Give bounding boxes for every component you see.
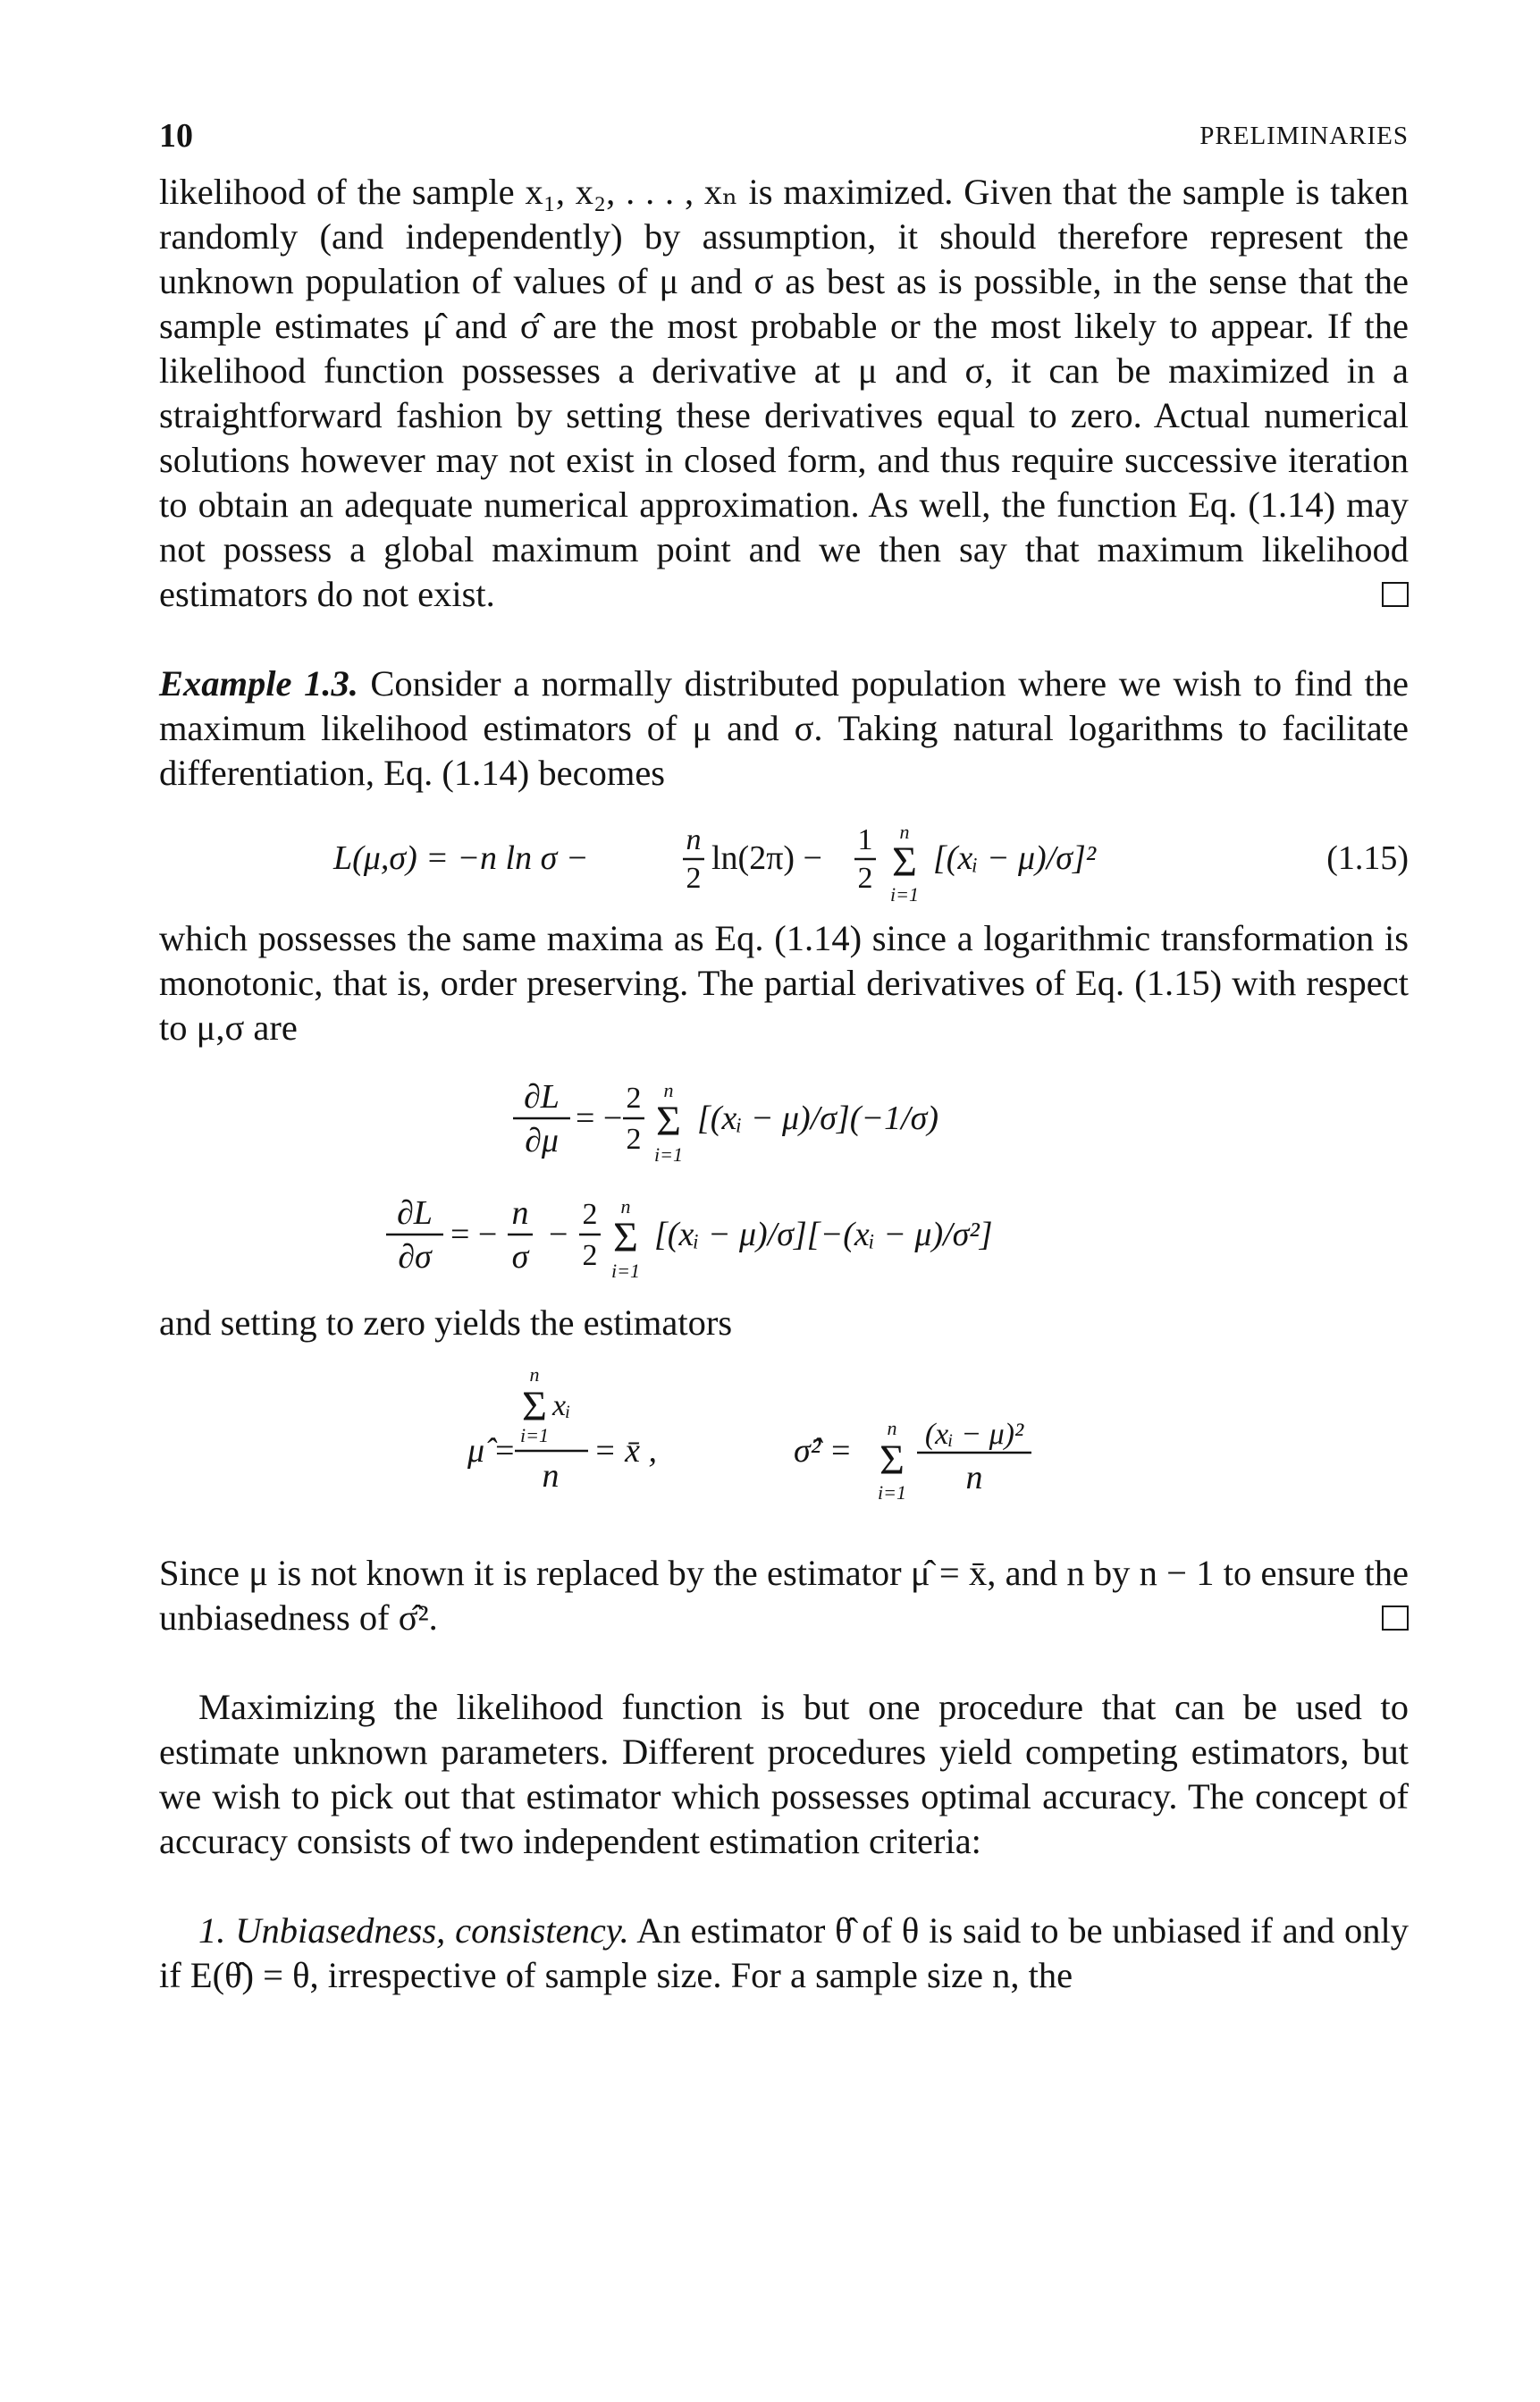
criterion-item-1 [159, 1909, 1409, 1998]
dsigma-tail: [(xᵢ − μ)/σ][−(xᵢ − μ)/σ²] [654, 1216, 993, 1253]
example-1-3-text: Consider a normally distributed population where we wish to find the maximum likelihood estimators of μ and σ. Taking natural logarithms to facilitate differentiation, Eq. (1.14) becomes [159, 663, 1410, 793]
dsigma-frac1-num: n [511, 1194, 529, 1232]
dsigma-num: ∂L [397, 1194, 433, 1232]
end-of-remark-icon [1382, 582, 1409, 607]
dmu-tail: [(xᵢ − μ)/σ](−1/σ) [697, 1100, 939, 1137]
dsigma-den: ∂σ [398, 1238, 432, 1276]
mu-sum-top: n [529, 1363, 540, 1386]
dsigma-frac2-num: 2 [582, 1198, 598, 1231]
dmu-sum-top: n [663, 1079, 674, 1101]
dmu-eq: = − [576, 1100, 623, 1137]
paragraph-since-mu-text: Since μ is not known it is replaced by the estimator μ̂ = x̄, and n by n − 1 to ensure the unbiasedness of σ̂². [159, 1553, 1409, 1638]
dsigma-sum-sign: Σ [613, 1214, 638, 1261]
paragraph-monotonic: which possesses the same maxima as Eq. (1.14) since a logarithmic transformation is monotonic, that is, order preserving. The partial derivatives of Eq. (1.15) with respect to μ,σ are [159, 918, 1409, 1048]
dmu-num: ∂L [524, 1078, 560, 1116]
criterion-item-1-label: 1. Unbiasedness, consistency. [198, 1910, 629, 1951]
dmu-den: ∂μ [525, 1122, 559, 1159]
mu-den: n [542, 1457, 560, 1495]
estimators-equations [159, 1345, 1409, 1551]
sigma-den: n [965, 1459, 983, 1496]
paragraph-likelihood-text: likelihood of the sample x₁, x₂, . . . , xₙ is maximized. Given that the sample is taken randomly (and independently) by assumption, it should therefore represent the unknown population of values of μ and σ as best as is possible, in the sense that the sample estimates μ̂ and σ̂ are the most probable or the most likely to appear. If the likelihood function possesses a derivative at μ and σ, it can be maximized in a straightforward fashion by setting these derivatives equal to zero. Actual numerical solutions however may not exist in closed form, and thus require successive iteration to obtain an adequate numerical approximation. As well, the function Eq. (1.14) may not possess a global maximum point and we then say that maximum likelihood estimators do not exist. [159, 172, 1409, 614]
eq115-frac1-den: 2 [686, 862, 702, 895]
mu-rhs: = x̄ , [593, 1432, 658, 1470]
estimators-svg [159, 1345, 1409, 1551]
dsigma-sum-top: n [620, 1195, 631, 1218]
example-label: Example 1.3. [159, 663, 358, 704]
sigma-num: (xᵢ − μ)² [924, 1418, 1024, 1451]
mu-hat-lhs: μ̂ = [467, 1432, 517, 1470]
mu-sum-var: xᵢ [552, 1389, 571, 1422]
eq115-frac2-num: 1 [857, 823, 873, 856]
page-header [159, 116, 1409, 170]
sigma-sum-bottom: i=1 [878, 1481, 906, 1504]
eq115-tail: [(xᵢ − μ)/σ]² [933, 839, 1097, 877]
eq115-frac2-den: 2 [857, 862, 873, 895]
dmu-sum-bottom: i=1 [654, 1143, 683, 1166]
example-1-3-intro [159, 662, 1409, 796]
eq115-label: (1.15) [1326, 839, 1409, 877]
sigma-hat-lhs: σ̂² = [794, 1432, 853, 1470]
eq115-sum-top: n [899, 821, 910, 843]
equation-1-15-svg [159, 796, 1409, 916]
page-number: 10 [159, 117, 193, 155]
paragraph-setting-zero: and setting to zero yields the estimators [159, 1302, 733, 1343]
dsigma-frac2-den: 2 [582, 1239, 598, 1272]
dmu-frac-den: 2 [626, 1123, 642, 1156]
partial-derivatives-svg [159, 1050, 1409, 1301]
mu-sum-sign: Σ [522, 1383, 547, 1430]
sigma-sum-top: n [887, 1417, 897, 1439]
equation-1-15 [159, 796, 1409, 916]
dmu-sum-sign: Σ [656, 1098, 681, 1145]
dsigma-frac1-den: σ [511, 1238, 529, 1276]
criterion-item-1-text: An estimator θ̂ of θ is said to be unbiased if and only if E(θ̂) = θ, irrespective of sample size. For a sample size n, the [159, 1910, 1410, 1995]
partial-derivatives [159, 1050, 1409, 1301]
mu-sum-bottom: i=1 [520, 1424, 549, 1446]
end-of-example-icon [1382, 1606, 1409, 1631]
dsigma-eq: = − [450, 1216, 498, 1253]
eq115-sum-sign: Σ [892, 839, 917, 886]
running-head: PRELIMINARIES [1199, 122, 1409, 150]
eq115-sum-bottom: i=1 [890, 883, 919, 906]
book-page [159, 116, 1409, 1998]
paragraph-since-mu [159, 1551, 1409, 1640]
eq115-lhs: L(μ,σ) = −n ln σ − [333, 839, 589, 877]
dsigma-sum-bottom: i=1 [611, 1260, 640, 1282]
eq115-frac1-num: n [686, 823, 702, 856]
sigma-sum-sign: Σ [879, 1437, 905, 1484]
paragraph-likelihood [159, 170, 1409, 617]
dsigma-minus: − [549, 1216, 568, 1253]
eq115-mid: ln(2π) − [711, 839, 822, 877]
dmu-frac-num: 2 [626, 1082, 642, 1115]
paragraph-maximizing: Maximizing the likelihood function is but one procedure that can be used to estimate unknown parameters. Different procedures yield competing estimators, but we wish to pick out that estimator which possesses optimal accuracy. The concept of accuracy consists of two independent estimation criteria: [159, 1687, 1409, 1861]
